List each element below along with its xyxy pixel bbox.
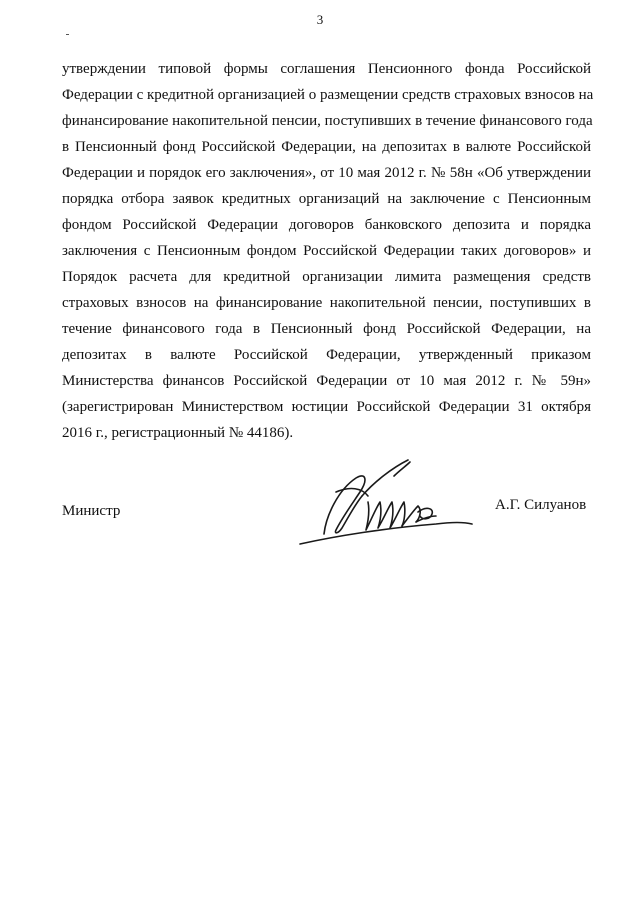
text-line: страховых взносов на финансирование накопительной пенсии, поступивших в xyxy=(62,295,591,311)
signatory-position: Министр xyxy=(62,503,121,519)
text-line: утверждении типовой формы соглашения Пенсионного фонда Российской xyxy=(62,61,591,77)
text-line: Федерации и порядок его заключения», от 10 мая 2012 г. № 58н «Об утверждении xyxy=(62,165,591,181)
text-line: Министерства финансов Российской Федерации от 10 мая 2012 г. № 59н» xyxy=(62,373,591,389)
text-line: фондом Российской Федерации договоров банковского депозита и порядка xyxy=(62,217,591,233)
signature-icon xyxy=(296,456,474,548)
signatory-name: А.Г. Силуанов xyxy=(495,497,587,513)
text-line: в Пенсионный фонд Российской Федерации, на депозитах в валюте Российской xyxy=(62,139,591,155)
text-line: финансирование накопительной пенсии, поступивших в течение финансового года xyxy=(62,113,593,129)
page-number: 3 xyxy=(316,12,324,27)
text-line: течение финансового года в Пенсионный фонд Российской Федерации, на xyxy=(62,321,591,337)
text-line: порядка отбора заявок кредитных организаций на заключение с Пенсионным xyxy=(62,191,591,207)
text-line: Федерации с кредитной организацией о размещении средств страховых взносов на xyxy=(62,87,594,103)
text-line: Порядок расчета для кредитной организации лимита размещения средств xyxy=(62,269,591,285)
text-line: заключения с Пенсионным фондом Российской Федерации таких договоров» и xyxy=(62,243,591,259)
body-text xyxy=(62,56,594,446)
text-line: 2016 г., регистрационный № 44186). xyxy=(62,425,294,441)
scan-mark xyxy=(66,34,69,35)
text-line: (зарегистрирован Министерством юстиции Российской Федерации 31 октября xyxy=(62,399,591,415)
text-line: депозитах в валюте Российской Федерации, утвержденный приказом xyxy=(62,347,591,363)
